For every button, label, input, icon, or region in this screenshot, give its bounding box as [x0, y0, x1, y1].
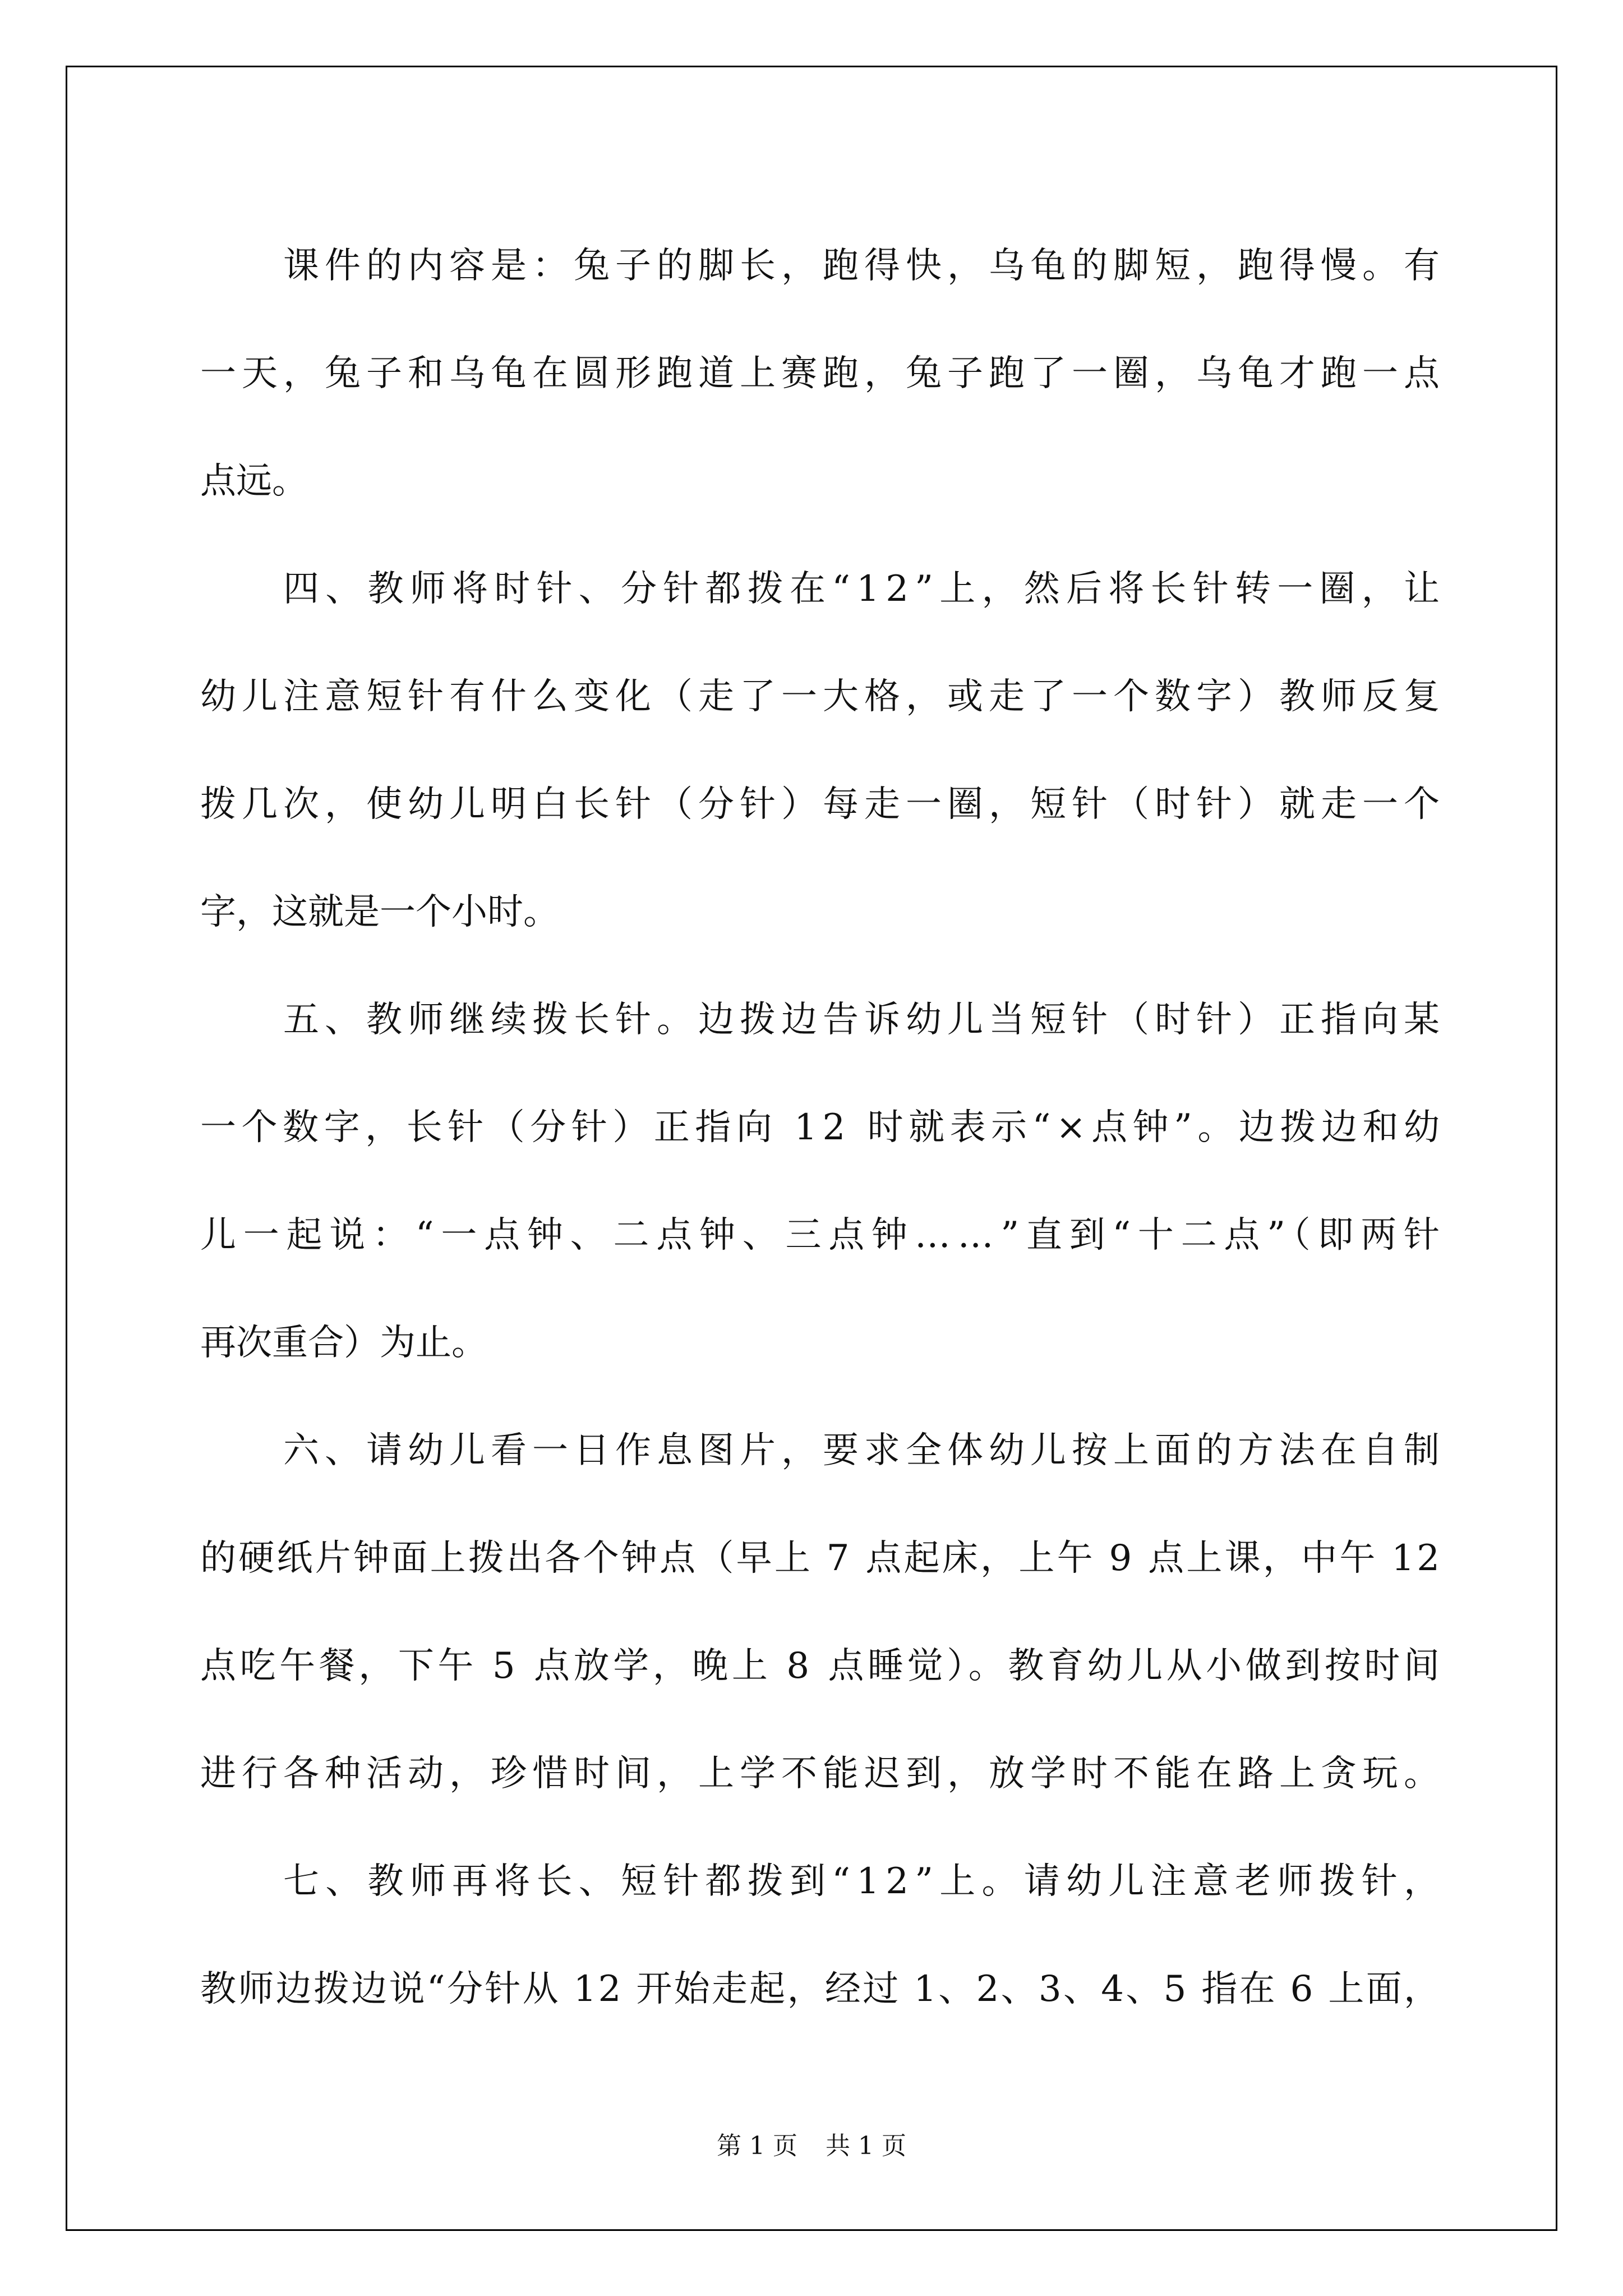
- document-body: [200, 212, 1447, 2043]
- page-footer: [0, 2129, 1623, 2163]
- text-line: 六、请幼儿看一日作息图片，要求全体幼儿按上面的方法在自制: [283, 1430, 1445, 1471]
- page-number: 第 1 页: [717, 2132, 797, 2160]
- text-line: 点吃午餐，下午 5 点放学，晚上 8 点睡觉）。教育幼儿从小做到按时间: [200, 1645, 1444, 1687]
- text-line: 再次重合）为止。: [200, 1322, 487, 1364]
- text-line: 四、教师将时针、分针都拨在“12”上，然后将长针转一圈，让: [283, 568, 1446, 610]
- text-line: 字，这就是一个小时。: [200, 891, 559, 933]
- text-line: 拨几次，使幼儿明白长针（分针）每走一圈，短针（时针）就走一个: [200, 784, 1445, 825]
- text-line: 七、教师再将长、短针都拨到“12”上。请幼儿注意老师拨针，: [283, 1861, 1446, 1902]
- text-line: 课件的内容是：兔子的脚长，跑得快，乌龟的脚短，跑得慢。有: [283, 245, 1445, 287]
- page-total: 共 1 页: [826, 2132, 906, 2160]
- text-line: 一个数字，长针（分针）正指向 12 时就表示“×点钟”。边拨边和幼: [200, 1107, 1445, 1148]
- text-line: 儿一起说：“一点钟、二点钟、三点钟……”直到“十二点”（即两针: [200, 1214, 1447, 1256]
- text-line: 一天，兔子和乌龟在圆形跑道上赛跑，兔子跑了一圈，乌龟才跑一点: [200, 353, 1445, 394]
- text-line: 教师边拨边说“分针从 12 开始走起，经过 1、2、3、4、5 指在 6 上面，: [200, 1968, 1442, 2010]
- text-line: 幼儿注意短针有什么变化（走了一大格，或走了一个数字）教师反复: [200, 676, 1445, 717]
- text-line: 点远。: [200, 461, 308, 502]
- text-line: 进行各种活动，珍惜时间，上学不能迟到，放学时不能在路上贪玩。: [200, 1753, 1445, 1795]
- text-line: 五、教师继续拨长针。边拨边告诉幼儿当短针（时针）正指向某: [283, 999, 1445, 1041]
- text-line: 的硬纸片钟面上拨出各个钟点（早上 7 点起床，上午 9 点上课，中午 12: [200, 1538, 1442, 1579]
